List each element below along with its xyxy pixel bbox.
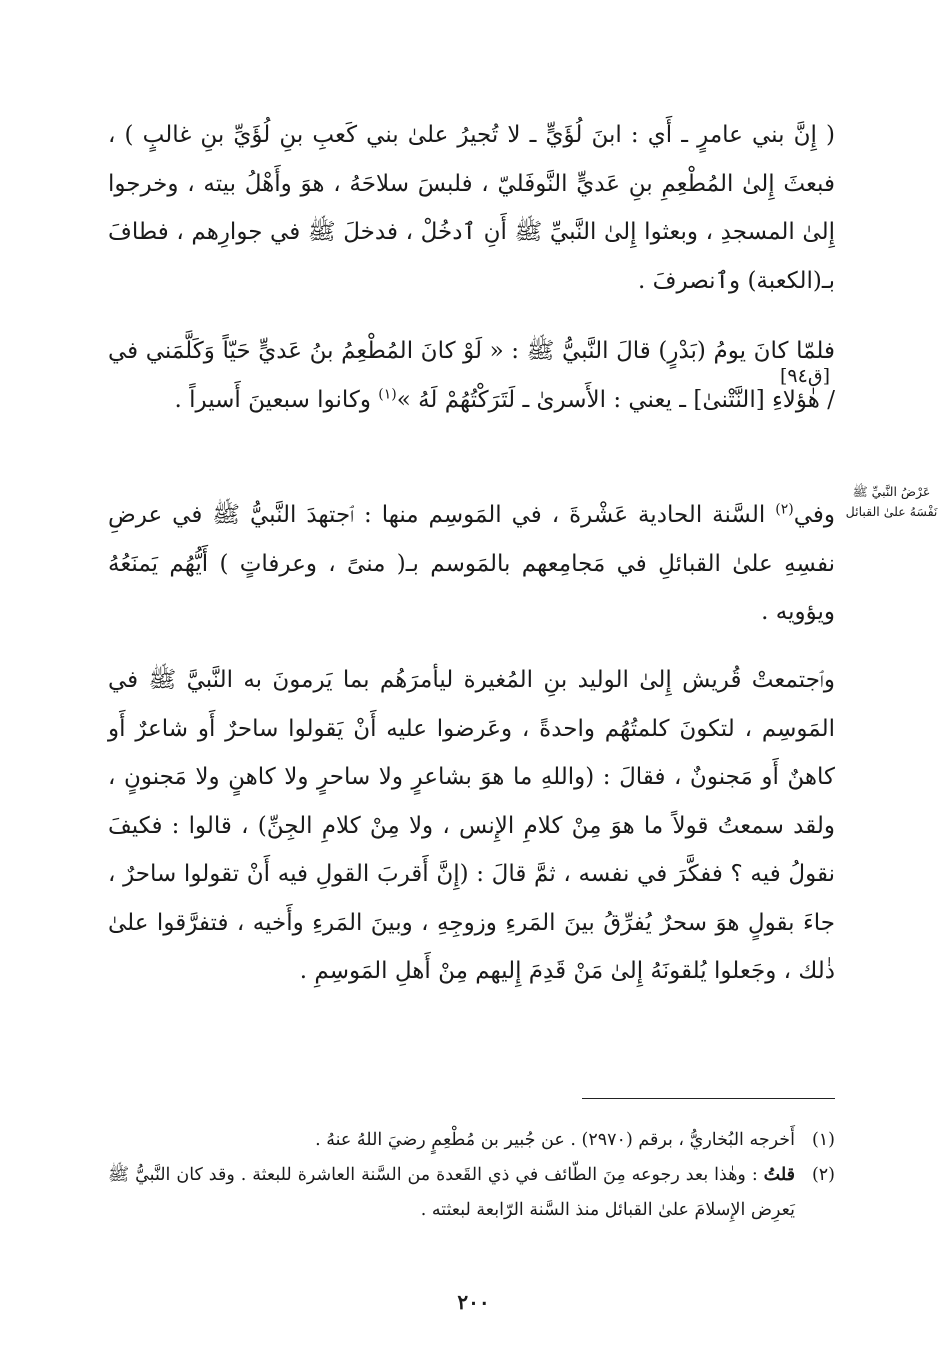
paragraph-3-text-after: السَّنة الحادية عَشْرةَ ، في المَوسِم منها : ٱجتهدَ النَّبيُّ ﷺ في عرضِ نفسِهِ علىٰ القبائلِ في مَجامِعهم بالمَوسم بـ( منىً ، وعرفاتٍ ) أَيُّهُم يَمنَعُهُ ويؤويه .	[108, 502, 835, 625]
footnote-ref-1[interactable]: (١)	[378, 385, 397, 402]
footnote-2-number: (٢)	[811, 1165, 835, 1185]
side-note-heading: عَرْضُ النَّبيِّ ﷺ نَفْسَهُ علىٰ القبائل	[845, 484, 938, 519]
footnote-ref-2[interactable]: (٢)	[775, 501, 794, 518]
footnote-1-text: أَخرجه البُخاريُّ ، برقم (٢٩٧٠) . عن جُبير بن مُطْعِمٍ رضيَ اللهُ عنهُ .	[315, 1130, 795, 1150]
page-number: ٢٠٠	[457, 1290, 490, 1314]
footnotes	[108, 1123, 835, 1228]
paragraph-2-text-before: فلمّا كانَ يومُ (بَدْرٍ) قالَ النَّبيُّ ﷺ : « لَوْ كانَ المُطْعِمُ بنُ عَديٍّ حَيّاً وَكَلَّمَني في / هٰؤلاءِ [النَّتْنىٰ] ـ يعني : الأَسرىٰ ـ لَتَرَكْتُهُمْ لَهُ »	[108, 338, 835, 413]
paragraph-2	[108, 327, 835, 424]
footnote-2-lead: قلتُ	[763, 1165, 795, 1185]
paragraph-3-text-before: وفي	[793, 502, 836, 528]
paragraph-4: وٱجتمعتْ قُريش إِلىٰ الوليد بنِ المُغيرة ليأمرَهُم بما يَرمونَ به النَّبيَّ ﷺ في المَوسِم ، لتكونَ كلمتُهُم واحدةً ، وعَرضوا عليه أَنْ يَقولوا ساحرٌ أَو شاعرٌ أَو كاهنٌ أَو مَجنونٌ ، فقالَ : (واللهِ ما هوَ بشاعرٍ ولا ساحرٍ ولا كاهنٍ ولا مَجنونٍ ، ولقد سمعتُ قولاً ما هوَ مِنْ كلامِ الإِنس ، ولا مِنْ كلامِ الجِنِّ) ، قالوا : فكيفَ نقولُ فيه ؟ ففكَّرَ في نفسه ، ثمَّ قالَ : (إِنَّ أَقربَ القولِ فيه أَنْ تقولوا ساحرٌ ، جاءَ بقولٍ هوَ سحرٌ يُفرِّقُ بينَ المَرءِ وزوجِهِ ، وبينَ المَرءِ وأَخيه ، فتفرَّقوا علىٰ ذٰلك ، وجَعلوا يُلقونَهُ إِلىٰ مَنْ قَدِمَ إِليهم مِنْ أَهلِ المَوسِمِ .	[108, 667, 835, 984]
paragraph-2-text-after: وكانوا سبعينَ أَسيراً .	[174, 386, 379, 413]
manuscript-page-marker: [ق٩٤]	[780, 365, 830, 387]
footnote-1-number: (١)	[811, 1130, 835, 1150]
footnote-1	[108, 1123, 835, 1158]
paragraph-3	[108, 491, 835, 637]
paragraph-1: ( إِنَّ بني عامرٍ ـ أَي : ابنَ لُؤَيٍّ ـ لا تُجيرُ علىٰ بني كَعبِ بنِ لُؤَيِّ بنِ غالبٍ ) ، فبعثَ إِلىٰ المُطْعِمِ بنِ عَديٍّ النَّوفَليّ ، فلبسَ سلاحَهُ ، هوَ وأَهْلُ بيته ، وخرجوا إِلىٰ المسجدِ ، وبعثوا إِلىٰ النَّبيِّ ﷺ أَنِ ٱدخُلْ ، فدخلَ ﷺ في جوارِهم ، فطافَ بـ(الكعبة) وٱنصرفَ .	[108, 122, 835, 294]
footnote-2-text: : وهٰذا بعد رجوعه مِنَ الطّائف في ذي القَعدة من السَّنة العاشرة للبعثة . وقد كان النَّبيُّ ﷺ يَعرِض الإِسلامَ علىٰ القبائل منذ السَّنة الرّابعة لبعثته .	[108, 1165, 795, 1220]
footnote-2-body	[108, 1158, 795, 1228]
footnote-2	[108, 1158, 835, 1228]
footnote-separator	[582, 1098, 835, 1099]
